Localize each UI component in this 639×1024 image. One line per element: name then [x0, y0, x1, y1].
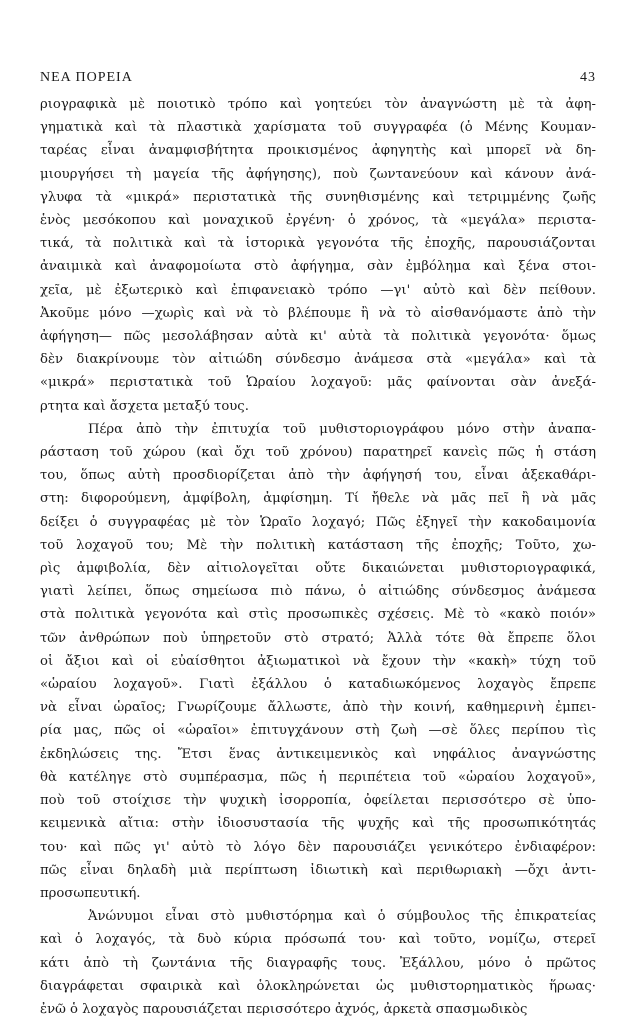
text-line: διαγράφεται σφαιρικὰ καὶ ὁλοκληρώνεται ὡς μυθιστορηματικὸς ἥρωας·: [40, 978, 596, 994]
paragraph: [40, 418, 596, 905]
text-line: κειμενικὰ αἴτια: στὴν ἰδιοσυστασία τῆς ψυχῆς καὶ τῆς προσωπικότητάς: [40, 816, 596, 832]
text-line: χεῖα, μὲ ἐξωτερικὸ καὶ ἐπιφανειακὸ τρόπο —γι' αὐτὸ καὶ δὲν πείθουν.: [40, 282, 596, 298]
text-line: ρία μας, πῶς οἱ «ὡραῖοι» ἐπιτυγχάνουν στὴ ζωὴ —σὲ ὅλες περίπου τὶς: [40, 723, 596, 739]
text-line: του, ὅπως αὐτὴ προσδιορίζεται ἀπὸ τὴν ἀφήγησή του, εἶναι ἀξεκαθάρι-: [40, 468, 596, 484]
text-line: ἐκδηλώσεις της. Ἔτσι ἕνας ἀντικειμενικὸς καὶ νηφάλιος ἀναγνώστης: [40, 746, 596, 762]
paragraph: [40, 93, 596, 418]
text-line: κάτι ἀπὸ τὴ ζωντάνια τῆς διαγραφῆς τους. Ἐξάλλου, μόνο ὁ πρῶτος: [40, 955, 596, 971]
text-line: «μικρά» περιστατικὰ τοῦ Ὡραίου λοχαγοῦ: μᾶς φαίνονται σὰν ἀνεξά-: [40, 375, 596, 391]
text-line: τῶν ἀνθρώπων ποὺ ὑπηρετοῦν στὸ στρατό; Ἀλλὰ τότε θὰ ἔπρεπε ὅλοι: [40, 630, 596, 646]
text-line: νὰ εἶναι ὡραῖος; Γνωρίζουμε ἄλλωστε, ἀπὸ τὴν κοινή, καθημερινὴ ἐμπει-: [40, 700, 596, 716]
text-line: δείξει ὁ συγγραφέας μὲ τὸν Ὡραῖο λοχαγό; Πῶς ἐξηγεῖ τὴν κακοδαιμονία: [40, 514, 596, 530]
text-line: «ὡραίου λοχαγοῦ». Γιατὶ ἐξάλλου ὁ καταδιωκόμενος λοχαγὸς ἔπρεπε: [40, 677, 596, 693]
text-line: ταρέας εἶναι ἀναμφισβήτητα προικισμένος ἀφηγητὴς καὶ μπορεῖ νὰ δη-: [40, 143, 596, 159]
running-header: [40, 70, 596, 90]
text-line: ἀφήγηση— πῶς μεσολάβησαν αὐτὰ κι' αὐτὰ τὰ πολιτικὰ γεγονότα· ὅμως: [40, 329, 596, 345]
text-line: προσωπευτική.: [40, 885, 141, 901]
article-body: [40, 93, 596, 1021]
journal-title: ΝΕΑ ΠΟΡΕΙΑ: [40, 70, 133, 85]
text-line: Πέρα ἀπὸ τὴν ἐπιτυχία τοῦ μυθιστοριογράφου μόνο στὴν ἀναπα-: [88, 421, 596, 437]
text-line: ριογραφικὰ μὲ ποιοτικὸ τρόπο καὶ γοητεύει τὸν ἀναγνώστη μὲ τὰ ἀφη-: [40, 97, 596, 112]
text-line: ρτητα καὶ ἄσχετα μεταξύ τους.: [40, 398, 249, 414]
text-line: ἑνὸς μεσόκοπου καὶ μοναχικοῦ ἐργένη· ὁ χρόνος, τὰ «μεγάλα» περιστα-: [40, 213, 596, 229]
text-line: ποὺ τοῦ στοίχισε τὴν ψυχικὴ ἰσορροπία, ὀφείλεται περισσότερο σὲ ὑπο-: [40, 793, 596, 809]
text-line: πῶς εἶναι δηλαδὴ μιὰ περίπτωση ἰδιωτικὴ καὶ περιθωριακὴ —ὄχι ἀντι-: [40, 862, 596, 878]
text-line: Ἀκοῦμε μόνο —χωρὶς καὶ νὰ τὸ βλέπουμε ἢ νὰ τὸ αἰσθανόμαστε ἀπὸ τὴν: [40, 305, 596, 321]
text-line: Ἀνώνυμοι εἶναι στὸ μυθιστόρημα καὶ ὁ σύμβουλος τῆς ἐπικρατείας: [88, 909, 596, 925]
text-line: δὲν διακρίνουμε τὸν αἰτιώδη σύνδεσμο ἀνάμεσα στὰ «μεγάλα» καὶ τὰ: [40, 352, 596, 368]
text-line: θὰ κατέληγε στὸ συμπέρασμα, πῶς ἡ περιπέτεια τοῦ «ὡραίου λοχαγοῦ»,: [40, 769, 596, 785]
text-line: ράσταση τοῦ χώρου (καὶ ὄχι τοῦ χρόνου) παρατηρεῖ κανεὶς πῶς ἡ στάση: [40, 445, 596, 461]
text-line: καὶ ὁ λοχαγός, τὰ δυὸ κύρια πρόσωπά του· καὶ τοῦτο, νομίζω, στερεῖ: [40, 932, 596, 948]
text-line: του· καὶ πῶς γι' αὐτὸ τὸ λόγο δὲν παρουσιάζει γενικότερο ἐνδιαφέρον:: [40, 839, 596, 855]
text-line: γιατὶ λείπει, ὅπως σημείωσα πιὸ πάνω, ὁ αἰτιώδης σύνδεσμος ἀνάμεσα: [40, 584, 596, 600]
text-line: οἱ ἄξιοι καὶ οἱ εὐαίσθητοι ἀξιωματικοὶ νὰ ἔχουν τὴν «κακὴ» τύχη τοῦ: [40, 653, 596, 669]
text-line: στὰ πολιτικὰ γεγονότα καὶ στὶς προσωπικὲς σχέσεις. Μὲ τὸ «κακὸ ποιόν»: [40, 607, 596, 623]
text-line: γλυφα τὰ «μικρά» περιστατικὰ τῆς συνηθισμένης καὶ τετριμμένης ζωῆς: [40, 189, 596, 205]
text-line: τοῦ λοχαγοῦ του; Μὲ τὴν πολιτικὴ κατάσταση τῆς ἐποχῆς; Τοῦτο, χω-: [40, 537, 596, 553]
page-number: 43: [580, 70, 596, 85]
paragraph: [40, 905, 596, 1021]
text-line: στη: διφορούμενη, ἀμφίβολη, ἀμφίσημη. Τί ἤθελε νὰ μᾶς πεῖ ἢ νὰ μᾶς: [40, 491, 596, 507]
text-line: ἀναιμικὰ καὶ ἀναφομοίωτα στὸ ἀφήγημα, σὰν ἐμβόλημα καὶ ξένα στοι-: [40, 259, 596, 275]
text-line: γηματικὰ καὶ τὰ πλαστικὰ χαρίσματα τοῦ συγγραφέα (ὁ Μένης Κουμαν-: [40, 120, 596, 136]
text-line: ἐνῶ ὁ λοχαγὸς παρουσιάζεται περισσότερο ἀχνός, ἀρκετὰ σπασμωδικὸς: [40, 1001, 528, 1017]
text-line: τικά, τὰ πολιτικὰ καὶ τὰ ἱστορικὰ γεγονότα τῆς ἐποχῆς, παρουσιάζονται: [40, 236, 596, 252]
text-line: ρὶς ἀμφιβολία, δὲν αἰτιολογεῖται οὔτε δικαιώνεται μυθιστοριογραφικά,: [40, 561, 596, 577]
text-line: μιουργήσει τὴ μαγεία τῆς ἀφήγησης), ποὺ ζωντανεύουν καὶ κάνουν ἀνά-: [40, 166, 596, 182]
